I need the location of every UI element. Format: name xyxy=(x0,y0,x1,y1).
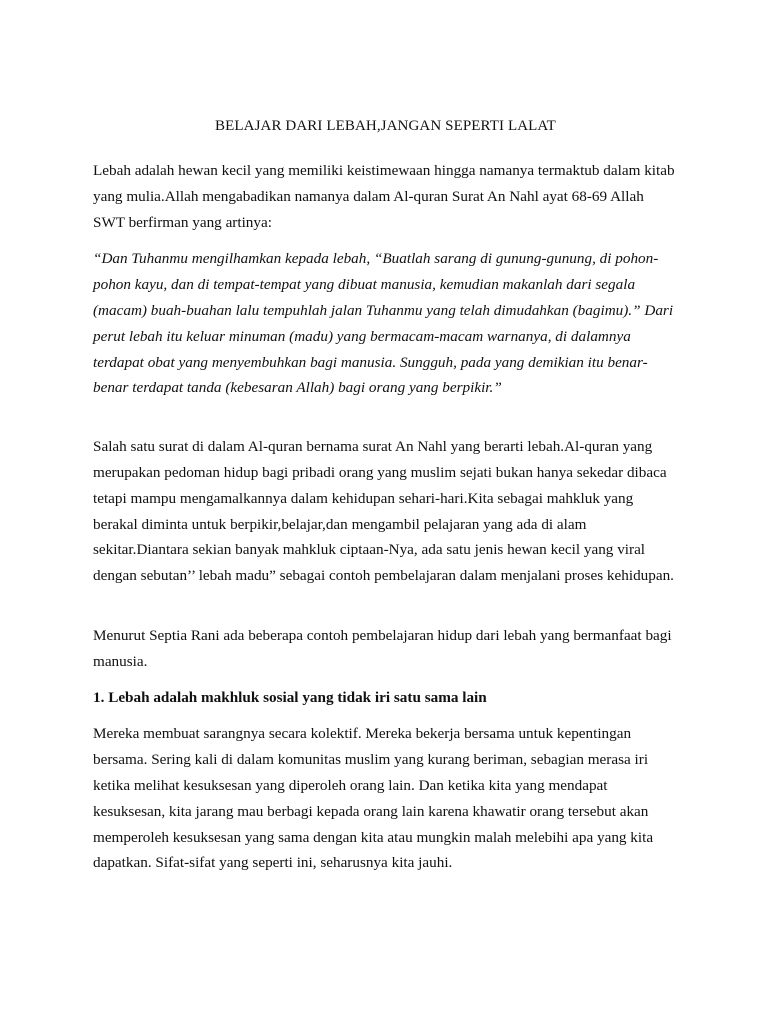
septia-rani-paragraph: Menurut Septia Rani ada beberapa contoh pembelajaran hidup dari lebah yang bermanfaat bagi manusia. xyxy=(93,626,672,670)
section-heading-1: 1. Lebah adalah makhluk sosial yang tidak iri satu sama lain xyxy=(93,688,487,706)
document-title: BELAJAR DARI LEBAH,JANGAN SEPERTI LALAT xyxy=(215,118,556,134)
intro-paragraph: Lebah adalah hewan kecil yang memiliki keistimewaan hingga namanya termaktub dalam kitab yang mulia.Allah mengabadikan namanya dalam Al-quran Surat An Nahl ayat 68-69 Allah SWT berfirman yang artinya: xyxy=(93,162,675,231)
quote-paragraph: “Dan Tuhanmu mengilhamkan kepada lebah, “Buatlah sarang di gunung-gunung, di pohon-pohon kayu, dan di tempat-tempat yang dibuat manusia, kemudian makanlah dari segala (macam) buah-buahan lalu tempuhlah jalan Tuhanmu yang telah dimudahkan (bagimu).” Dari perut lebah itu keluar minuman (madu) yang bermacam-macam warnanya, di dalamnya terdapat obat yang menyembuhkan bagi manusia. Sungguh, pada yang demikian itu benar-benar terdapat tanda (kebesaran Allah) bagi orang yang berpikir.” xyxy=(93,250,674,397)
document-content xyxy=(93,116,678,876)
social-bees-paragraph: Mereka membuat sarangnya secara kolektif. Mereka bekerja bersama untuk kepentingan bersama. Sering kali di dalam komunitas muslim yang kurang beriman, sebagian merasa iri ketika melihat kesuksesan yang diperoleh orang lain. Dan ketika kita yang mendapat kesuksesan, kita jarang mau berbagi kepada orang lain karena khawatir orang tersebut akan memperoleh kesuksesan yang sama dengan kita atau mungkin malah melebihi apa yang kita dapatkan. Sifat-sifat yang seperti ini, seharusnya kita jauhi. xyxy=(93,725,654,872)
quran-paragraph: Salah satu surat di dalam Al-quran bernama surat An Nahl yang berarti lebah.Al-quran yang merupakan pedoman hidup bagi pribadi orang yang muslim sejati bukan hanya sekedar dibaca tetapi mampu mengamalkannya dalam kehidupan sehari-hari.Kita sebagai mahkluk yang berakal diminta untuk berpikir,belajar,dan mengambil pelajaran yang ada di alam sekitar.Diantara sekian banyak mahkluk ciptaan-Nya, ada satu jenis hewan kecil yang viral dengan sebutan’’ lebah madu” sebagai contoh pembelajaran dalam menjalani proses kehidupan. xyxy=(93,438,674,585)
